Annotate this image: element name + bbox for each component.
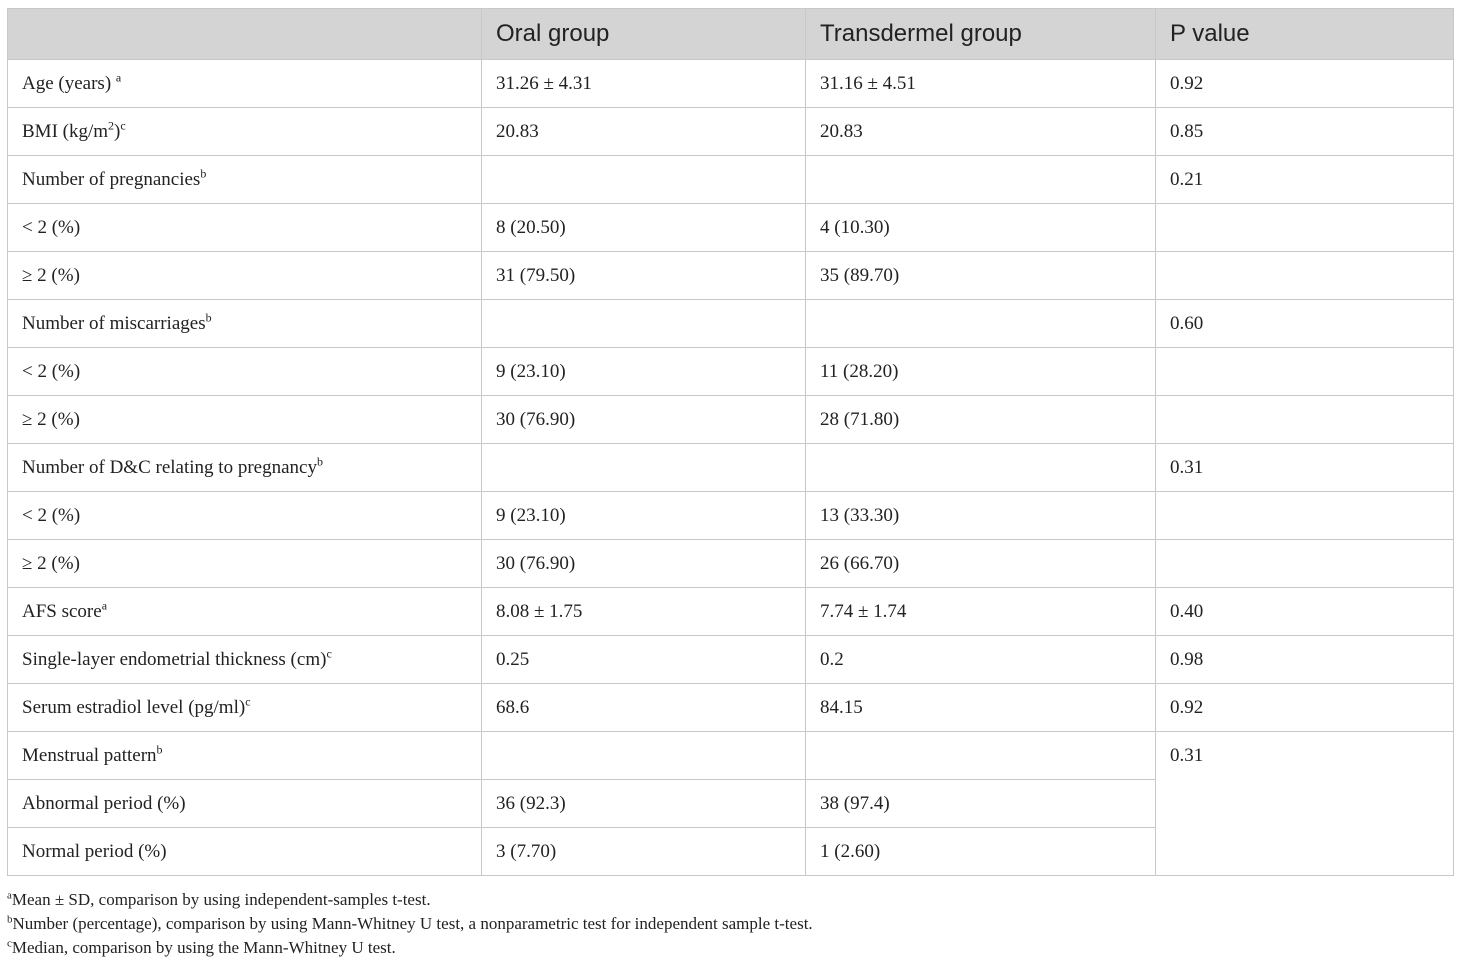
p-value-cell: 0.40 [1156,588,1454,636]
transdermel-group-cell: 35 (89.70) [806,252,1156,300]
row-label-cell [8,492,482,540]
transdermel-group-cell [806,732,1156,780]
p-value-cell [1156,348,1454,396]
oral-group-cell: 68.6 [482,684,806,732]
footnote-marker: b [205,310,212,325]
table-row [8,156,1454,204]
footnote-marker: b [200,166,207,181]
transdermel-group-cell: 4 (10.30) [806,204,1156,252]
table-row [8,588,1454,636]
transdermel-group-cell: 28 (71.80) [806,396,1156,444]
row-label-cell [8,156,482,204]
table-row [8,60,1454,108]
p-value-cell: 0.31 [1156,444,1454,492]
p-value-cell: 0.92 [1156,684,1454,732]
row-label-cell [8,108,482,156]
row-label-cell [8,780,482,828]
transdermel-group-cell [806,300,1156,348]
transdermel-group-cell: 31.16 ± 4.51 [806,60,1156,108]
footnote-text: Number (percentage), comparison by using Mann-Whitney U test, a nonparametric test for independent sample t-test. [12,914,813,933]
table-body [8,60,1454,876]
footnote-text: Mean ± SD, comparison by using independent-samples t-test. [11,890,431,909]
table-row [8,732,1454,780]
footnote-marker: b [156,742,163,757]
footnote-marker: b [7,913,13,926]
table-header [8,9,1454,60]
footnote-marker: c [120,118,126,133]
p-value-cell: 0.31 [1156,732,1454,876]
transdermel-group-cell: 7.74 ± 1.74 [806,588,1156,636]
row-label: Number of miscarriages [22,312,206,334]
header-oral-group: Oral group [482,9,806,60]
transdermel-group-cell: 13 (33.30) [806,492,1156,540]
footnote-text: Median, comparison by using the Mann-Whitney U test. [11,938,396,957]
table-row [8,636,1454,684]
table-row [8,684,1454,732]
transdermel-group-cell [806,156,1156,204]
oral-group-cell: 31.26 ± 4.31 [482,60,806,108]
row-label: < 2 (%) [22,216,81,238]
oral-group-cell: 8.08 ± 1.75 [482,588,806,636]
header-empty [8,9,482,60]
footnote-marker: a [7,889,12,902]
footnote-marker: c [326,646,332,661]
transdermel-group-cell: 38 (97.4) [806,780,1156,828]
row-label: Number of pregnancies [22,168,201,190]
row-label-suffix: ) [114,120,121,142]
footnote-marker: a [101,598,108,613]
p-value-cell: 0.60 [1156,300,1454,348]
row-label: < 2 (%) [22,504,81,526]
oral-group-cell [482,300,806,348]
row-label-cell [8,204,482,252]
row-label: BMI (kg/m [22,120,109,142]
p-value-cell [1156,396,1454,444]
row-label: ≥ 2 (%) [22,408,80,430]
p-value-cell: 0.85 [1156,108,1454,156]
p-value-cell: 0.98 [1156,636,1454,684]
p-value-cell [1156,204,1454,252]
transdermel-group-cell: 0.2 [806,636,1156,684]
transdermel-group-cell [806,444,1156,492]
row-label: Abnormal period (%) [22,792,186,814]
footnote-marker: c [7,937,12,950]
row-label: Number of D&C relating to pregnancy [22,456,317,478]
row-label-cell [8,588,482,636]
oral-group-cell: 0.25 [482,636,806,684]
table-row [8,348,1454,396]
table-row [8,540,1454,588]
row-label: ≥ 2 (%) [22,264,80,286]
table-row [8,204,1454,252]
footnote-marker: b [316,454,323,469]
header-transdermel-group: Transdermel group [806,9,1156,60]
transdermel-group-cell: 1 (2.60) [806,828,1156,876]
row-label: Serum estradiol level (pg/ml) [22,696,246,718]
baseline-characteristics-table [7,8,1454,876]
footnote-marker: c [245,694,251,709]
unit-exponent: 2 [108,118,115,133]
row-label: < 2 (%) [22,360,81,382]
row-label-cell [8,348,482,396]
row-label-cell [8,300,482,348]
table-row [8,108,1454,156]
p-value-cell [1156,492,1454,540]
p-value-cell [1156,540,1454,588]
oral-group-cell: 8 (20.50) [482,204,806,252]
footnote [7,888,813,912]
row-label-cell [8,684,482,732]
transdermel-group-cell: 26 (66.70) [806,540,1156,588]
table-row [8,300,1454,348]
footnote [7,936,813,960]
oral-group-cell: 3 (7.70) [482,828,806,876]
table-row [8,396,1454,444]
footnote [7,912,813,936]
oral-group-cell [482,444,806,492]
oral-group-cell: 9 (23.10) [482,492,806,540]
row-label: AFS score [22,600,102,622]
row-label-cell [8,540,482,588]
row-label-cell [8,60,482,108]
header-p-value: P value [1156,9,1454,60]
footnote-marker: a [115,70,122,85]
oral-group-cell: 9 (23.10) [482,348,806,396]
oral-group-cell: 30 (76.90) [482,396,806,444]
p-value-cell: 0.92 [1156,60,1454,108]
header-row [8,9,1454,60]
oral-group-cell: 20.83 [482,108,806,156]
transdermel-group-cell: 20.83 [806,108,1156,156]
row-label: Single-layer endometrial thickness (cm) [22,648,327,670]
row-label: Menstrual pattern [22,744,157,766]
row-label-cell [8,828,482,876]
oral-group-cell [482,156,806,204]
table-row [8,492,1454,540]
table-row [8,444,1454,492]
oral-group-cell: 30 (76.90) [482,540,806,588]
oral-group-cell [482,732,806,780]
row-label-cell [8,444,482,492]
row-label: Normal period (%) [22,840,167,862]
transdermel-group-cell: 84.15 [806,684,1156,732]
row-label-cell [8,252,482,300]
transdermel-group-cell: 11 (28.20) [806,348,1156,396]
p-value-cell: 0.21 [1156,156,1454,204]
oral-group-cell: 31 (79.50) [482,252,806,300]
table-footnotes [7,888,813,960]
row-label: ≥ 2 (%) [22,552,80,574]
oral-group-cell: 36 (92.3) [482,780,806,828]
p-value-cell [1156,252,1454,300]
row-label-cell [8,732,482,780]
row-label: Age (years) [22,72,116,94]
row-label-cell [8,636,482,684]
row-label-cell [8,396,482,444]
table-row [8,252,1454,300]
